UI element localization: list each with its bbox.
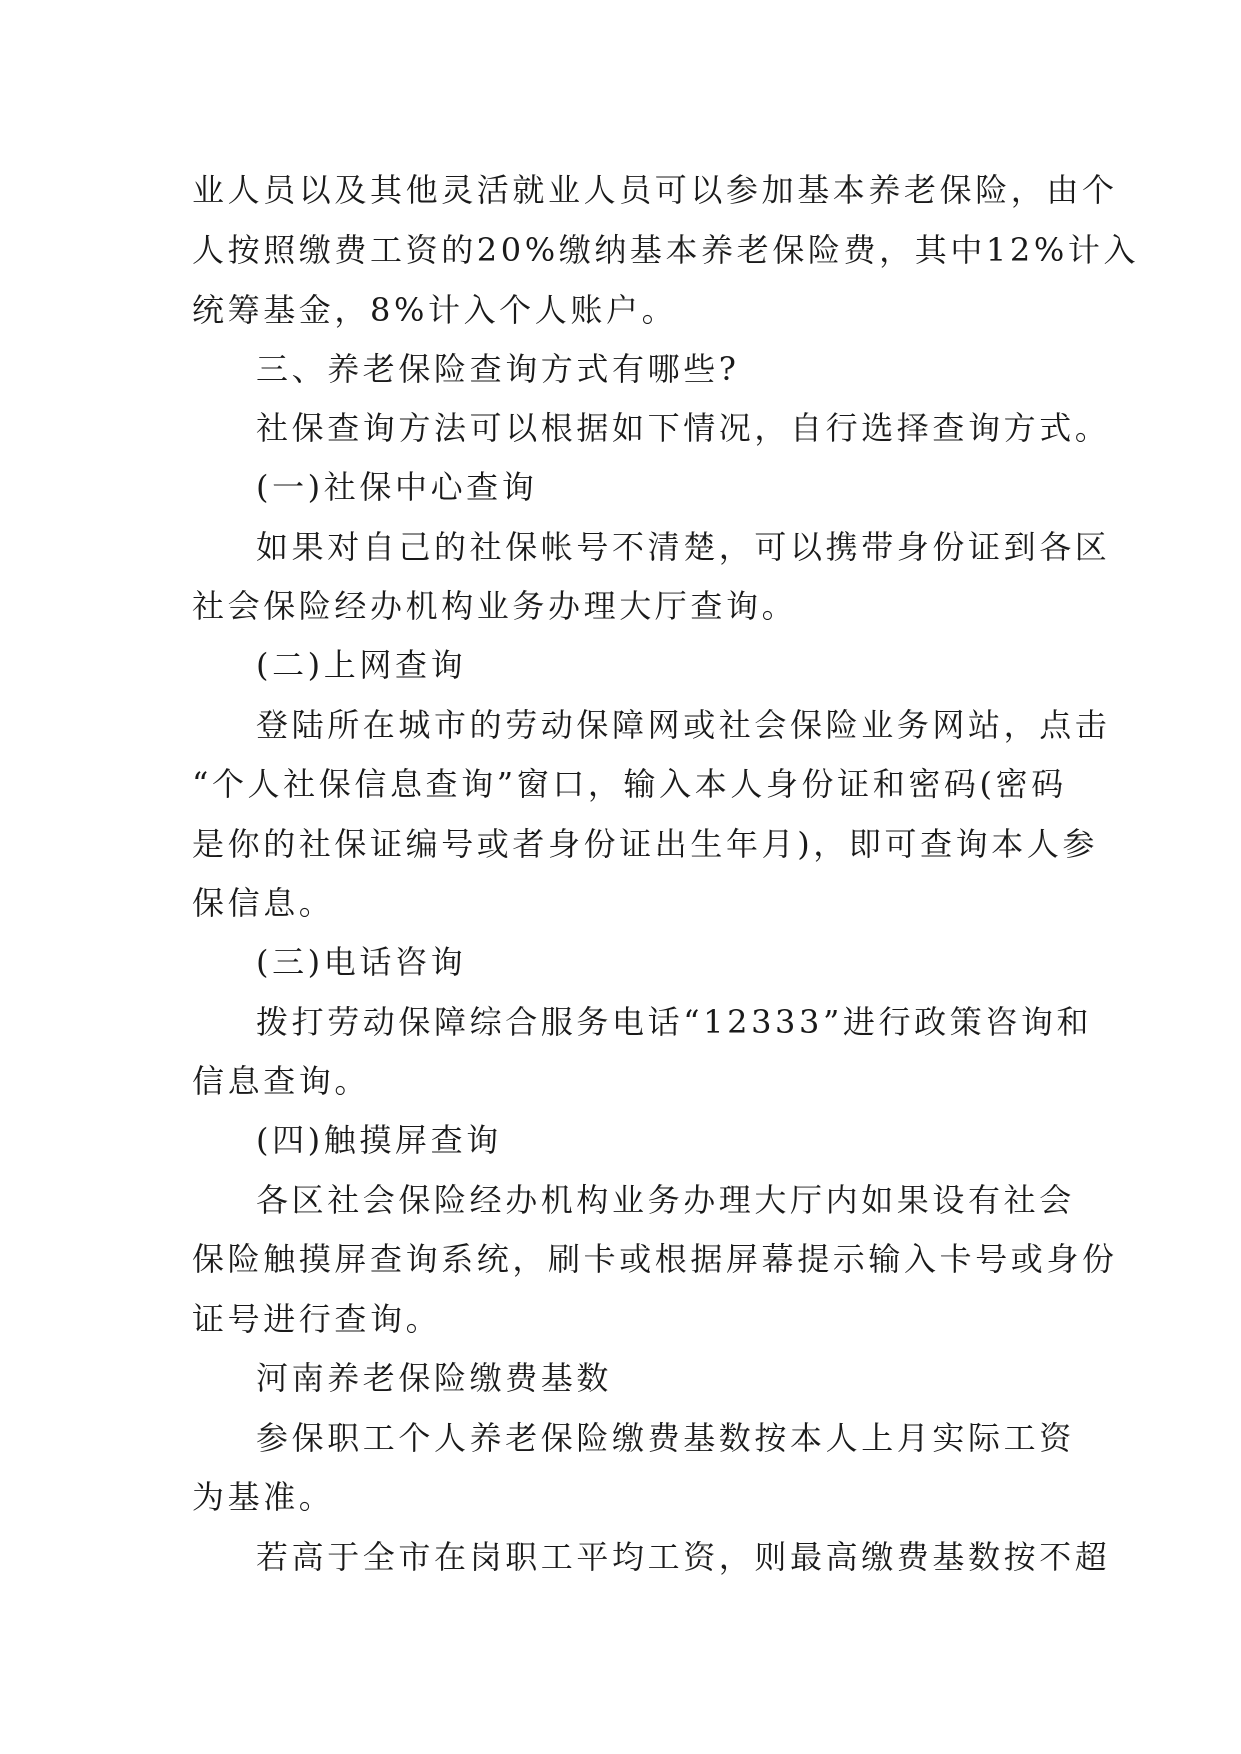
paragraph-line: 统筹基金，8%计入个人账户。 — [192, 291, 678, 329]
section-heading: 河南养老保险缴费基数 — [256, 1359, 613, 1397]
section-heading: 三、养老保险查询方式有哪些? — [256, 350, 740, 388]
paragraph-line: 如果对自己的社保帐号不清楚，可以携带身份证到各区 — [256, 528, 1111, 566]
paragraph-line: 拨打劳动保障综合服务电话“12333”进行政策咨询和 — [256, 1003, 1093, 1041]
paragraph-line: 若高于全市在岗职工平均工资，则最高缴费基数按不超 — [256, 1538, 1111, 1576]
paragraph-line: 社保查询方法可以根据如下情况，自行选择查询方式。 — [256, 409, 1111, 447]
paragraph-line: “个人社保信息查询”窗口，输入本人身份证和密码(密码 — [192, 765, 1067, 803]
paragraph-line: 证号进行查询。 — [192, 1300, 442, 1338]
paragraph-line: 保险触摸屏查询系统，刷卡或根据屏幕提示输入卡号或身份 — [192, 1240, 1118, 1278]
paragraph-line: 信息查询。 — [192, 1062, 371, 1100]
paragraph-line: 业人员以及其他灵活就业人员可以参加基本养老保险，由个 — [192, 171, 1118, 209]
paragraph-line: 是你的社保证编号或者身份证出生年月)，即可查询本人参 — [192, 825, 1099, 863]
paragraph-line: 为基准。 — [192, 1478, 335, 1516]
paragraph-line: 人按照缴费工资的20%缴纳基本养老保险费，其中12%计入 — [192, 231, 1140, 269]
subsection-heading: (二)上网查询 — [256, 646, 467, 684]
paragraph-line: 社会保险经办机构业务办理大厅查询。 — [192, 587, 798, 625]
subsection-heading: (四)触摸屏查询 — [256, 1121, 502, 1159]
subsection-heading: (三)电话咨询 — [256, 943, 467, 981]
paragraph-line: 参保职工个人养老保险缴费基数按本人上月实际工资 — [256, 1419, 1075, 1457]
paragraph-line: 登陆所在城市的劳动保障网或社会保险业务网站，点击 — [256, 706, 1111, 744]
subsection-heading: (一)社保中心查询 — [256, 468, 538, 506]
paragraph-line: 各区社会保险经办机构业务办理大厅内如果设有社会 — [256, 1181, 1075, 1219]
paragraph-line: 保信息。 — [192, 884, 335, 922]
